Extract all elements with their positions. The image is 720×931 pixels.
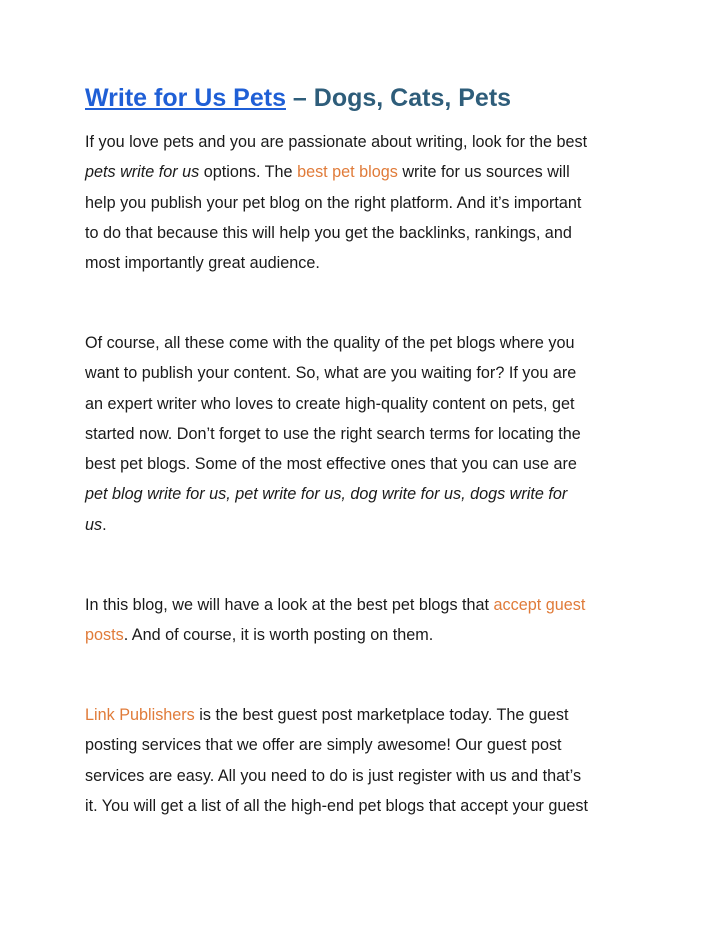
text-line: help you publish your pet blog on the right platform. And it’s important bbox=[85, 193, 582, 212]
italic-keywords: pet blog write for us, pet write for us, dog write for us, dogs write for bbox=[85, 485, 568, 504]
text-line bbox=[85, 479, 645, 509]
paragraph-link-publishers bbox=[85, 700, 645, 821]
paragraph-quality bbox=[85, 328, 645, 540]
text-line: want to publish your content. So, what are you waiting for? If you are bbox=[85, 364, 577, 383]
best-pet-blogs-link[interactable]: best pet blogs bbox=[297, 163, 398, 182]
text-run: is the best guest post marketplace today. The guest bbox=[194, 706, 569, 724]
text-line: started now. Don’t forget to use the right search terms for locating the bbox=[85, 424, 581, 443]
text-line: an expert writer who loves to create high-quality content on pets, get bbox=[85, 394, 575, 413]
text-run: . bbox=[102, 515, 107, 534]
title-subtitle: – Dogs, Cats, Pets bbox=[285, 84, 512, 112]
italic-keyword: pets write for us bbox=[85, 163, 200, 182]
text-run: options. The bbox=[199, 163, 298, 182]
text-line: services are easy. All you need to do is just register with us and that’s bbox=[85, 766, 582, 785]
text-line: it. You will get a list of all the high-end pet blogs that accept your guest bbox=[85, 796, 589, 815]
text-line: Of course, all these come with the quality of the pet blogs where you bbox=[85, 334, 575, 352]
text-run: In this blog, we will have a look at the best pet blogs that bbox=[85, 596, 494, 614]
text-run: write for us sources will bbox=[397, 163, 570, 182]
paragraph-intro bbox=[85, 127, 645, 278]
accept-guest-posts-link[interactable]: accept guest bbox=[493, 596, 586, 614]
title-link[interactable]: Write for Us Pets bbox=[85, 84, 286, 112]
link-publishers-link[interactable]: Link Publishers bbox=[85, 706, 195, 724]
paragraph-guest-posts bbox=[85, 590, 645, 651]
text-line bbox=[85, 700, 645, 730]
text-line bbox=[85, 620, 645, 650]
text-line: most importantly great audience. bbox=[85, 254, 320, 273]
text-line: best pet blogs. Some of the most effective ones that you can use are bbox=[85, 455, 577, 474]
italic-keywords: us bbox=[85, 515, 103, 534]
text-run: . And of course, it is worth posting on them. bbox=[123, 626, 434, 645]
text-line: If you love pets and you are passionate about writing, look for the best bbox=[85, 133, 588, 151]
text-line bbox=[85, 590, 645, 620]
text-line bbox=[85, 510, 645, 540]
text-line bbox=[85, 157, 645, 187]
accept-guest-posts-link-cont[interactable]: posts bbox=[85, 626, 124, 645]
page-title bbox=[85, 84, 511, 113]
text-line: posting services that we offer are simply awesome! Our guest post bbox=[85, 736, 562, 755]
text-line: to do that because this will help you get the backlinks, rankings, and bbox=[85, 223, 572, 242]
